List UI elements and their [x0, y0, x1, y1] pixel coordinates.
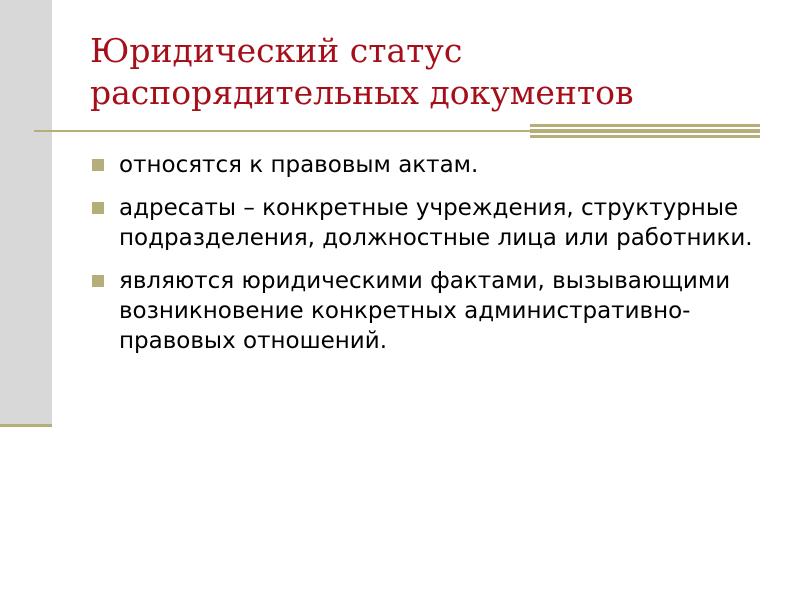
slide-title-line-2: распорядительных документов: [90, 73, 634, 112]
bullet-text-1: относятся к правовым актам.: [119, 152, 479, 178]
bullet-item-2: [92, 193, 772, 253]
square-bullet-icon: [92, 159, 104, 171]
bullet-item-3: [92, 266, 772, 356]
slide-title-line-1: Юридический статус: [90, 31, 463, 70]
slide-title: [90, 30, 770, 114]
bullet-list: [92, 150, 772, 369]
square-bullet-icon: [92, 275, 104, 287]
side-bar-accent-line: [0, 424, 52, 427]
side-bar-decoration: [0, 0, 52, 426]
square-bullet-icon: [92, 202, 104, 214]
title-divider-accent: [530, 124, 760, 138]
bullet-text-2: адресаты – конкретные учреждения, структурные подразделения, должностные лица или работники.: [119, 195, 753, 251]
bullet-item-1: [92, 150, 772, 180]
bullet-text-3: являются юридическими фактами, вызывающими возникновение конкретных административно-правовых отношений.: [119, 268, 731, 354]
